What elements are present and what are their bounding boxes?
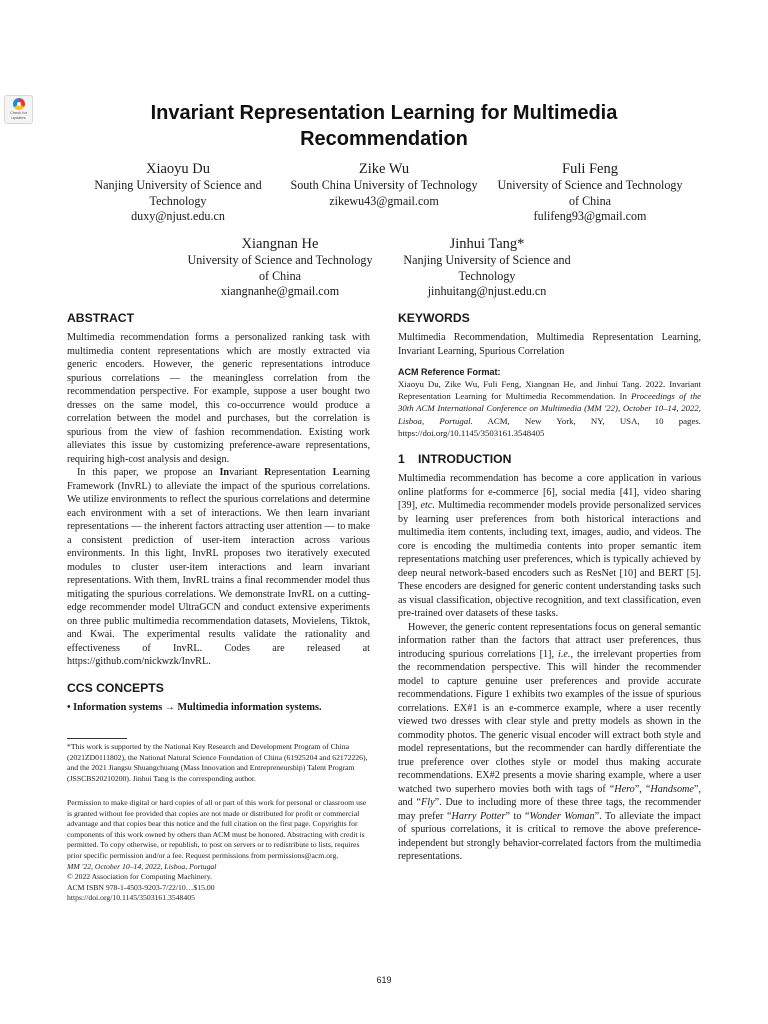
keywords-text: Multimedia Recommendation, Multimedia Representation Learning, Invariant Learning, Spurious Correlation xyxy=(398,332,701,357)
abstract-text: epresentation xyxy=(271,467,333,478)
abstract-text: earning Framework (InvRL) to alleviate the impact of the spurious correlations. We utilize environments to reflect the spurious correlations and determine each environment with a set of interactions. We then learn invariant representations — the inherent factors attracting user attention — to make a consistent prediction of user-item interaction across various environments. In this light, InvRL proposes two iteratively executed modules to cluster user-item interactions and learn invariant representations. With them, InvRL trains a final recommender model thus mitigating the spurious correlations. We demonstrate InvRL on a cutting-edge recommender model UltraGCN and conduct extensive experiments on three public multimedia recommendation datasets, Movielens, Tiktok, and Kwai. The experimental results validate the rationality and effectiveness of InvRL. Codes are released at https://github.com/nickwzk/InvRL. xyxy=(67,467,370,667)
reference-text xyxy=(398,378,701,439)
permission-text: Permission to make digital or hard copies of all or part of this work for personal or classroom use is granted without fee provided that copies are not made or distributed for profit or commercial advantage and that copies bear this notice and the full citation on the first page. Copyrights for components of this work owned by others than ACM must be honored. Abstracting with credit is permitted. To copy otherwise, or republish, to post on servers or to redistribute to lists, requires prior specific permission and/or a fee. Request permissions from permissions@acm.org. xyxy=(67,798,367,860)
section-title: INTRODUCTION xyxy=(418,452,512,467)
intro-text: Multimedia recommender models provide personalized services by learning user preferences from both historical interactions and multimedia item contents, including text, images, audio, and videos. The core is encoding the multimedia contents into proper semantic item representations matching user preferences, which is typically achieved by deep neural network-based encoders such as ResNet [10] and BERT [5]. These encoders are designed for generic content understanding tasks such as visual classification, objective recognition, and text classification, even pre-trained over datasets of these tasks. xyxy=(398,500,701,620)
copyright-line: © 2022 Association for Computing Machinery. xyxy=(67,872,212,882)
author-affiliation: Technology xyxy=(458,268,516,283)
author-affiliation: of China xyxy=(569,193,611,208)
intro-text: ”. To alleviate the impact of spurious correlations, it is critical to remove the above preference-independent but strongly behavior-correlated factors from the multimedia representations. xyxy=(398,810,701,863)
intro-text: ”. Due to including more of these three tags, the recommender may prefer “ xyxy=(398,797,701,822)
abstract-emphasis: R xyxy=(264,467,272,478)
section-number: 1 xyxy=(398,452,405,467)
isbn-line: ACM ISBN 978-1-4503-9203-7/22/10…$15.00 xyxy=(67,882,215,892)
author-name: Jinhui Tang* xyxy=(449,236,525,252)
intro-emphasis: etc. xyxy=(420,500,435,512)
abstract-text: In this paper, we propose an xyxy=(77,467,220,478)
intro-text: , the irrelevant properties from the recommendation perspective. This will hinder the recommender model to capture genuine user preferences and provide accurate recommendations. Figure 1 exhibits two examples of the issue of spurious correlations. EX#1 is an e-commerce example, where a user recently viewed two dresses with clear style and pretty models as shown in the commodity photos. The generic visual encoder will extract both style and model representations, but the recommender can hardly differentiate the true preference over clothes style or model thus making accurate recommendations. EX#2 presents a movie sharing example, where a user watched two superhero movies both with tags of “ xyxy=(398,648,701,795)
abstract-heading: ABSTRACT xyxy=(67,311,135,325)
author-name: Xiaoyu Du xyxy=(145,161,211,177)
author-block-5 xyxy=(377,235,597,300)
author-email[interactable]: jinhuitang@njust.edu.cn xyxy=(427,284,547,299)
footnote-divider xyxy=(67,738,127,739)
funding-footnote: *This work is supported by the National Key Research and Development Program of China (2021ZD0111802), the National Natural Science Foundation of China (61925204 and 62172226), and the 2021 Jiangsu Shuangchuang (Mass Innovation and Entrepreneurship) Talent Program (JSSCBS20210200). Jinhui Tang is the corresponding author. xyxy=(67,742,368,783)
author-name: Xiangnan He xyxy=(241,236,319,252)
abstract-text: variant xyxy=(229,467,265,478)
permission-block xyxy=(67,798,370,904)
author-affiliation: of China xyxy=(259,268,301,283)
paper-title: Invariant Representation Learning for Multimedia Recommendation xyxy=(150,102,618,150)
author-name: Zike Wu xyxy=(358,161,410,177)
author-email[interactable]: zikewu43@gmail.com xyxy=(329,193,439,208)
badge-label xyxy=(10,111,27,120)
author-affiliation: South China University of Technology xyxy=(290,178,478,192)
check-for-updates-badge[interactable] xyxy=(4,95,33,124)
author-affiliation: University of Science and Technology xyxy=(187,253,373,267)
conference-line: MM '22, October 10–14, 2022, Lisboa, Portugal xyxy=(67,861,217,871)
ccs-item: • Information systems → Multimedia information systems. xyxy=(67,701,322,713)
intro-text: ” to “ xyxy=(505,810,530,822)
intro-text: ”, “ xyxy=(634,783,651,795)
author-affiliation: Nanjing University of Science and xyxy=(94,178,262,192)
author-block-4 xyxy=(170,235,390,300)
author-affiliation: Nanjing University of Science and xyxy=(403,253,571,267)
tag-hero: Hero xyxy=(614,783,635,795)
badge-line-1: Check for xyxy=(9,110,28,115)
tag-handsome: Handsome xyxy=(650,783,694,795)
author-email[interactable]: fulifeng93@gmail.com xyxy=(533,209,647,224)
reference-venue: Proceedings of the 30th ACM International Conference on Multimedia (MM '22), October 10–14, 2022, Lisboa, Portugal. xyxy=(398,391,701,426)
reference-authors: Xiaoyu Du, Zike Wu, Fuli Feng, Xiangnan He, and Jinhui Tang. 2022. Invariant Representation Learning for Multimedia Recommendation. In xyxy=(398,379,701,402)
author-affiliation: University of Science and Technology xyxy=(497,178,683,192)
intro-emphasis: i.e. xyxy=(558,648,571,660)
crossmark-icon xyxy=(13,98,25,110)
intro-paragraph-1 xyxy=(398,472,701,621)
page-number: 619 xyxy=(376,975,392,985)
left-column xyxy=(67,311,370,714)
doi-line[interactable]: https://doi.org/10.1145/3503161.3548405 xyxy=(67,893,195,903)
keywords-heading: KEYWORDS xyxy=(398,311,470,325)
author-block-1 xyxy=(68,160,288,225)
reference-publisher: ACM, New York, NY, USA, 10 pages. https://doi.org/10.1145/3503161.3548405 xyxy=(398,415,701,438)
author-block-2 xyxy=(274,160,494,209)
tag-fly: Fly xyxy=(421,797,435,809)
intro-text: ”, and “ xyxy=(398,783,701,809)
author-block-3 xyxy=(480,160,700,225)
badge-line-2: updates xyxy=(11,114,26,120)
intro-paragraph-2 xyxy=(398,621,701,864)
movie-wonder-woman: Wonder Woman xyxy=(529,810,595,822)
ccs-heading: CCS CONCEPTS xyxy=(67,680,164,695)
abstract-paragraph-1: Multimedia recommendation forms a personalized ranking task with multimedia content representations which are mostly extracted via generic encoders. However, the generic representations introduce spurious correlations — the meaningless correlation from the recommendation perspective. For example, suppose a user bought two dresses on the same model, this co-occurrence would produce a correlation between the model and purchases, but the correlation is spurious from the view of fashion recommendation. Existing work alleviates this issue by customizing preference-aware representations, requiring high-cost analysis and design. xyxy=(67,332,370,465)
abstract-paragraph-2 xyxy=(67,466,370,669)
introduction-heading xyxy=(398,452,701,467)
abstract-emphasis: In xyxy=(219,467,230,478)
author-email[interactable]: duxy@njust.edu.cn xyxy=(131,209,225,224)
reference-format-heading: ACM Reference Format: xyxy=(398,367,501,377)
intro-text: However, the generic content representations focus on general semantic information rather than the factors that attract user preferences, thus introducing spurious correlations [1], xyxy=(398,621,701,660)
author-name: Fuli Feng xyxy=(562,161,618,177)
movie-harry-potter: Harry Potter xyxy=(451,810,506,822)
author-email[interactable]: xiangnanhe@gmail.com xyxy=(220,284,340,299)
intro-text: Multimedia recommendation has become a core application in various online platforms for e-commerce [6], social media [41], video sharing [39], xyxy=(398,473,701,512)
abstract-emphasis: L xyxy=(332,467,340,478)
author-affiliation: Technology xyxy=(149,193,207,208)
right-column xyxy=(398,311,701,864)
